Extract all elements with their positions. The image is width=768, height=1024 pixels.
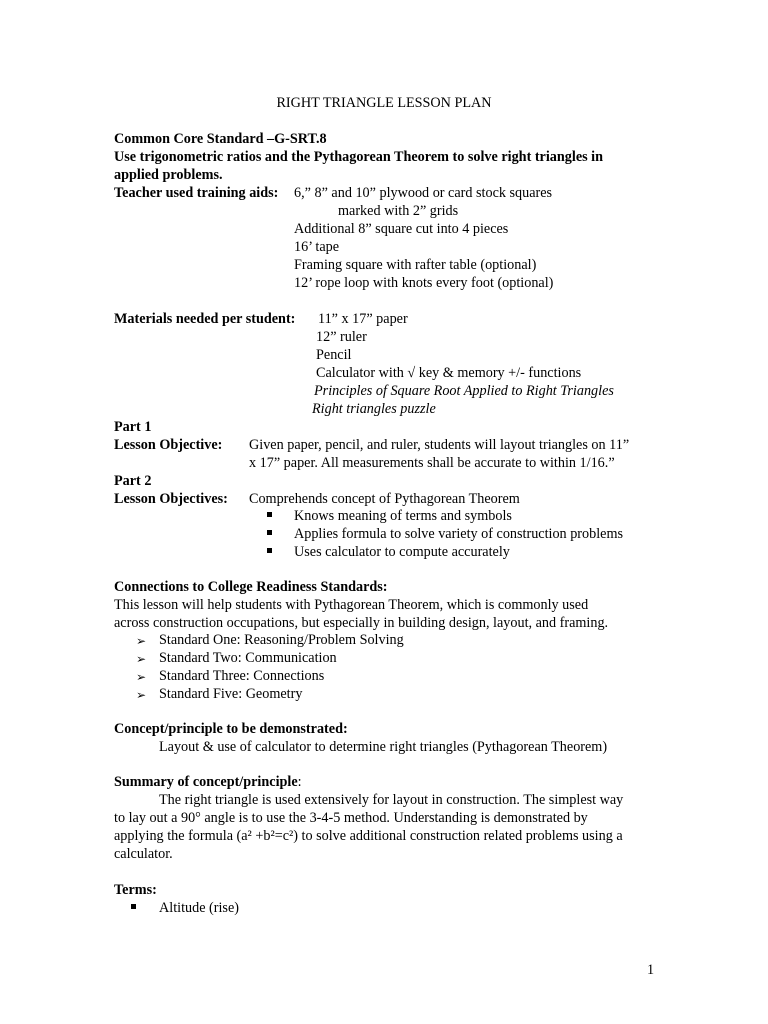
part1-objective-line-1: Given paper, pencil, and ruler, students will layout triangles on 11” (249, 437, 630, 453)
arrow-bullet-icon: ➢ (136, 688, 147, 702)
bullet-square-icon (267, 530, 272, 535)
part1-heading: Part 1 (114, 419, 152, 435)
training-aids-label: Teacher used training aids: (114, 185, 279, 201)
concept-heading: Concept/principle to be demonstrated: (114, 721, 348, 737)
college-standard: Standard Three: Connections (159, 668, 325, 684)
material-item: Principles of Square Root Applied to Right Triangles (314, 383, 614, 399)
part2-label: Lesson Objectives: (114, 491, 228, 507)
terms-heading: Terms: (114, 882, 157, 898)
standard-heading: Common Core Standard –G-SRT.8 (114, 131, 327, 147)
summary-line-2: to lay out a 90° angle is to use the 3-4-5 method. Understanding is demonstrated by (114, 810, 588, 826)
bullet-square-icon (131, 904, 136, 909)
training-aid-item: Additional 8” square cut into 4 pieces (294, 221, 509, 237)
part1-label: Lesson Objective: (114, 437, 223, 453)
material-item: Calculator with √ key & memory +/- functions (316, 365, 582, 381)
material-item: Right triangles puzzle (312, 401, 436, 417)
material-item: 11” x 17” paper (318, 311, 408, 327)
part2-bullet: Applies formula to solve variety of construction problems (294, 526, 624, 542)
summary-line-1: The right triangle is used extensively for layout in construction. The simplest way (159, 792, 624, 808)
page-number: 1 (647, 962, 655, 978)
training-aid-item: Framing square with rafter table (optional) (294, 257, 537, 273)
standard-line-2: applied problems. (114, 167, 223, 183)
college-line-2: across construction occupations, but especially in building design, layout, and framing. (114, 615, 609, 631)
material-item: 12” ruler (316, 329, 367, 345)
training-aid-item: 12’ rope loop with knots every foot (optional) (294, 275, 554, 291)
arrow-bullet-icon: ➢ (136, 670, 147, 684)
training-aid-item: 6,” 8” and 10” plywood or card stock squares (294, 185, 553, 201)
standard-line-1: Use trigonometric ratios and the Pythagorean Theorem to solve right triangles in (114, 149, 604, 165)
concept-text: Layout & use of calculator to determine right triangles (Pythagorean Theorem) (159, 739, 608, 755)
summary-heading-colon: : (297, 774, 302, 790)
college-line-1: This lesson will help students with Pythagorean Theorem, which is commonly used (114, 597, 589, 613)
part2-bullet: Knows meaning of terms and symbols (294, 508, 512, 524)
bullet-square-icon (267, 512, 272, 517)
page-title: RIGHT TRIANGLE LESSON PLAN (276, 95, 492, 111)
college-standard: Standard Two: Communication (159, 650, 337, 666)
term-item: Altitude (rise) (159, 900, 239, 916)
training-aid-item: marked with 2” grids (338, 203, 459, 219)
part1-objective-line-2: x 17” paper. All measurements shall be accurate to within 1/16.” (249, 455, 615, 471)
part2-bullet: Uses calculator to compute accurately (294, 544, 510, 560)
arrow-bullet-icon: ➢ (136, 652, 147, 666)
college-standard: Standard Five: Geometry (159, 686, 303, 702)
material-item: Pencil (316, 347, 352, 363)
summary-line-4: calculator. (114, 846, 173, 862)
part2-heading: Part 2 (114, 473, 152, 489)
college-standard: Standard One: Reasoning/Problem Solving (159, 632, 404, 648)
summary-line-3: applying the formula (a² +b²=c²) to solve additional construction related problems using a (114, 828, 623, 844)
part2-intro: Comprehends concept of Pythagorean Theorem (249, 491, 520, 507)
arrow-bullet-icon: ➢ (136, 634, 147, 648)
summary-heading: Summary of concept/principle (114, 774, 298, 790)
training-aid-item: 16’ tape (294, 239, 340, 255)
summary-heading-row (114, 773, 302, 791)
materials-label: Materials needed per student: (114, 311, 296, 327)
bullet-square-icon (267, 548, 272, 553)
college-heading: Connections to College Readiness Standards: (114, 579, 388, 595)
